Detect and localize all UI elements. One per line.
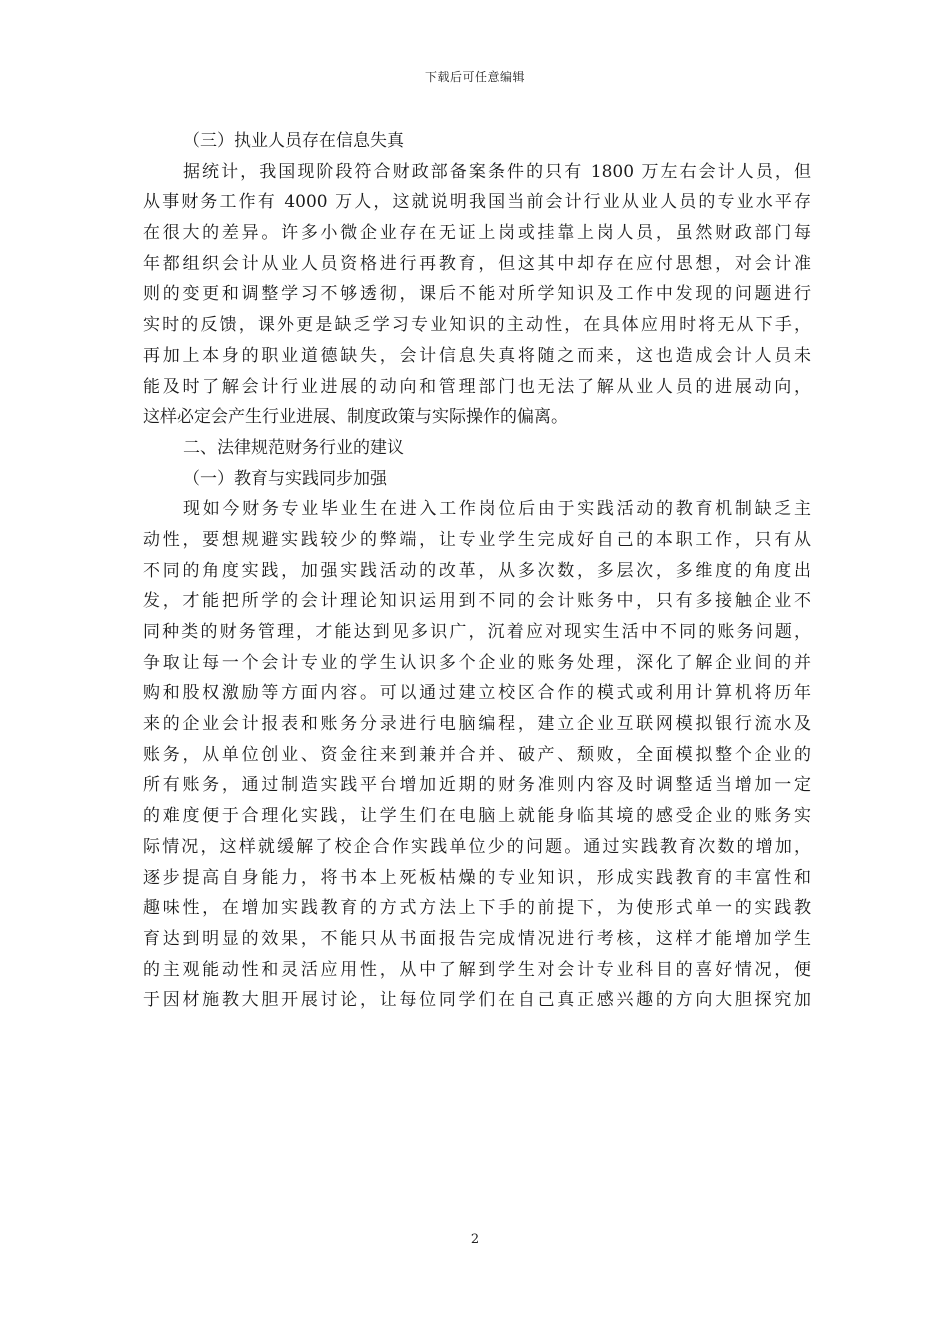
paragraph-line: 在很大的差异。许多小微企业存在无证上岗或挂靠上岗人员，虽然财政部门每	[143, 223, 811, 244]
paragraph-line: 逐步提高自身能力，将书本上死板枯燥的专业知识，形成实践教育的丰富性和	[143, 867, 811, 888]
paragraph-line: 则的变更和调整学习不够透彻，课后不能对所学知识及工作中发现的问题进行	[143, 284, 811, 305]
part-heading-2: 二、法律规范财务行业的建议	[183, 437, 404, 458]
paragraph-line: 能及时了解会计行业进展的动向和管理部门也无法了解从业人员的进展动向，	[143, 376, 811, 397]
paragraph-line: 趣味性，在增加实践教育的方式方法上下手的前提下，为使形式单一的实践教	[143, 898, 811, 919]
paragraph-line: 来的企业会计报表和账务分录进行电脑编程，建立企业互联网模拟银行流水及	[143, 714, 811, 735]
paragraph-line: 实时的反馈，课外更是缺乏学习专业知识的主动性，在具体应用时将无从下手，	[143, 315, 811, 336]
paragraph-line: 的主观能动性和灵活应用性，从中了解到学生对会计专业科目的喜好情况，便	[143, 959, 811, 980]
paragraph-section-3	[143, 157, 811, 433]
paragraph-line: 年都组织会计从业人员资格进行再教育，但这其中却存在应付思想，对会计准	[143, 253, 811, 274]
paragraph-line: 的难度便于合理化实践，让学生们在电脑上就能身临其境的感受企业的账务实	[143, 806, 811, 827]
paragraph-line: 育达到明显的效果，不能只从书面报告完成情况进行考核，这样才能增加学生	[143, 928, 811, 949]
paragraph-line: 再加上本身的职业道德缺失，会计信息失真将随之而来，这也造成会计人员未	[143, 345, 811, 366]
paragraph-line: 据统计，我国现阶段符合财政部备案条件的只有 1800 万左右会计人员，但	[183, 161, 811, 182]
page-number: 2	[470, 1232, 480, 1247]
paragraph-line: 现如今财务专业毕业生在进入工作岗位后由于实践活动的教育机制缺乏主	[183, 499, 811, 520]
document-body	[143, 126, 811, 1016]
paragraph-line: 所有账务，通过制造实践平台增加近期的财务准则内容及时调整适当增加一定	[143, 775, 811, 796]
paragraph-line: 动性，要想规避实践较少的弊端，让专业学生完成好自己的本职工作，只有从	[143, 529, 811, 550]
paragraph-line: 发，才能把所学的会计理论知识运用到不同的会计账务中，只有多接触企业不	[143, 591, 811, 612]
section-heading-1: （一）教育与实践同步加强	[183, 468, 387, 489]
paragraph-line: 这样必定会产生行业进展、制度政策与实际操作的偏离。	[143, 407, 568, 428]
paragraph-line: 购和股权激励等方面内容。可以通过建立校区合作的模式或利用计算机将历年	[143, 683, 811, 704]
page-header: 下载后可任意编辑	[424, 70, 525, 84]
paragraph-line: 同种类的财务管理，才能达到见多识广，沉着应对现实生活中不同的账务问题，	[143, 622, 811, 642]
paragraph-section-1	[143, 494, 811, 1016]
paragraph-line: 账务，从单位创业、资金往来到兼并合并、破产、颓败，全面模拟整个企业的	[143, 744, 811, 765]
paragraph-line: 从事财务工作有 4000 万人，这就说明我国当前会计行业从业人员的专业水平存	[143, 192, 811, 213]
paragraph-line: 争取让每一个会计专业的学生认识多个企业的账务处理，深化了解企业间的并	[143, 652, 811, 673]
section-heading-3: （三）执业人员存在信息失真	[183, 131, 404, 151]
paragraph-line: 于因材施教大胆开展讨论，让每位同学们在自己真正感兴趣的方向大胆探究加	[143, 990, 811, 1011]
paragraph-line: 际情况，这样就缓解了校企合作实践单位少的问题。通过实践教育次数的增加，	[143, 836, 811, 857]
paragraph-line: 不同的角度实践，加强实践活动的改革，从多次数，多层次，多维度的角度出	[143, 560, 811, 581]
